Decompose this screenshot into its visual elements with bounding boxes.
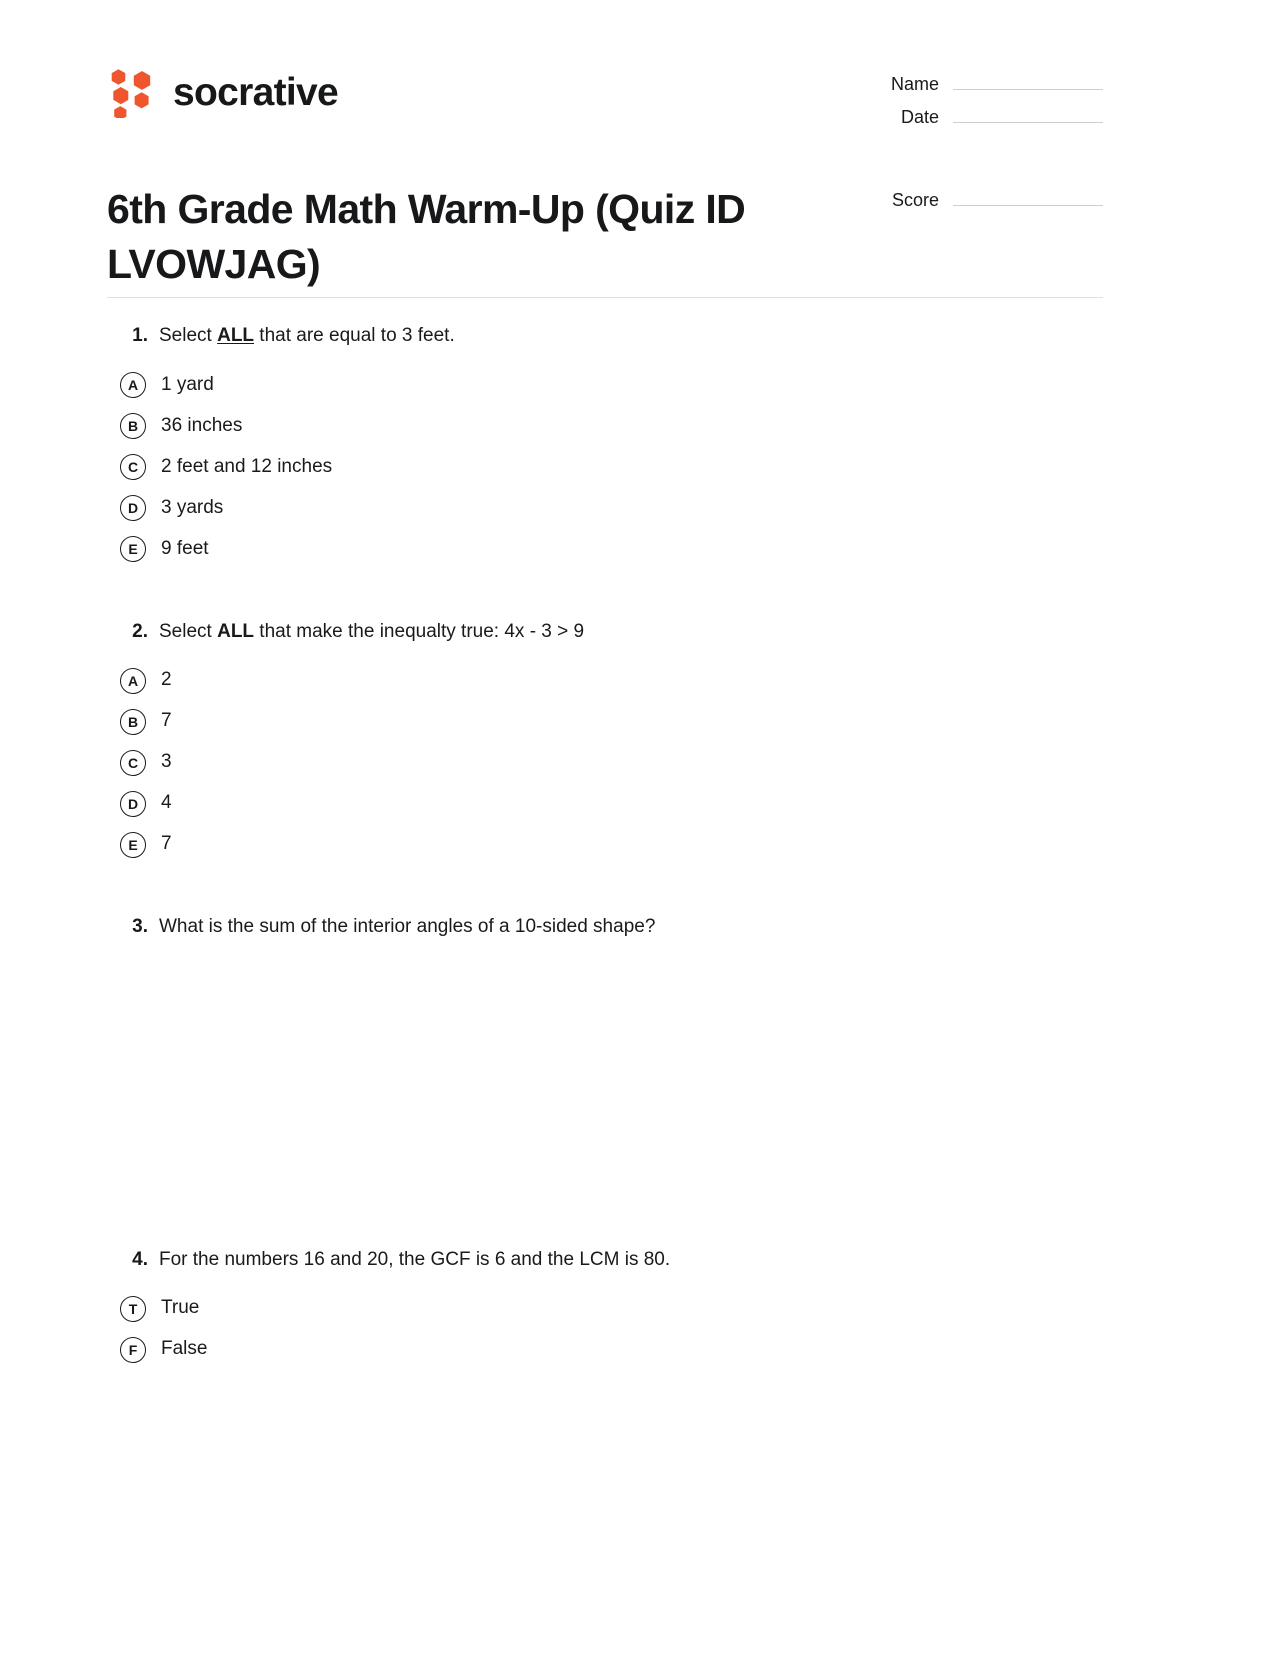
answer-bubble-a[interactable]: A: [120, 668, 146, 694]
question-prompt: [107, 618, 1103, 647]
hexagon-cluster-logo-icon: [107, 66, 159, 118]
question-block: [107, 618, 1103, 914]
answer-choice-label: 7: [161, 833, 172, 855]
answer-bubble-cell[interactable]: [107, 372, 159, 398]
answer-choice-label: 4: [161, 792, 172, 814]
date-label: Date: [900, 107, 939, 127]
answer-choice-label: 3: [161, 751, 172, 773]
answer-bubble-d[interactable]: D: [120, 791, 146, 817]
answer-choice[interactable]: [107, 701, 1103, 742]
name-input-line[interactable]: [953, 88, 1103, 90]
answer-bubble-t[interactable]: T: [120, 1296, 146, 1322]
answer-choice[interactable]: [107, 1329, 1103, 1370]
header-divider: [107, 297, 1103, 298]
question-emphasis: ALL: [217, 620, 255, 642]
answer-choice-label: 9 feet: [161, 537, 209, 559]
answer-choice-label: 7: [161, 710, 172, 732]
answer-bubble-cell[interactable]: [107, 454, 159, 480]
answer-choice-label: 2 feet and 12 inches: [161, 455, 333, 477]
answer-work-space[interactable]: [107, 570, 1103, 618]
question-text: Select ALL that make the inequalty true: 4x - 3 > 9: [159, 620, 585, 642]
answer-choice[interactable]: [107, 447, 1103, 488]
question-prompt: [107, 322, 1103, 351]
answer-bubble-e[interactable]: E: [120, 832, 146, 858]
question-list: [107, 322, 1103, 1418]
question-emphasis: ALL: [217, 325, 255, 346]
score-field-row: [892, 190, 1103, 211]
answer-work-space[interactable]: [107, 956, 1103, 1246]
answer-choice-label: False: [161, 1338, 208, 1360]
answer-bubble-c[interactable]: C: [120, 750, 146, 776]
question-block: [107, 1246, 1103, 1419]
question-number: 4.: [132, 1248, 148, 1270]
answer-choice[interactable]: [107, 365, 1103, 406]
student-info-fields: [863, 74, 1103, 140]
answer-bubble-cell[interactable]: [107, 668, 159, 694]
answer-bubble-e[interactable]: E: [120, 536, 146, 562]
question-text: For the numbers 16 and 20, the GCF is 6 and the LCM is 80.: [159, 1248, 671, 1270]
answer-choice-label: 3 yards: [161, 496, 224, 518]
question-number: 2.: [132, 620, 148, 642]
question-number: 3.: [132, 916, 148, 937]
date-field-row: [863, 107, 1103, 128]
question-text: Select ALL that are equal to 3 feet.: [159, 325, 455, 346]
score-label: Score: [891, 190, 939, 210]
answer-bubble-cell[interactable]: [107, 832, 159, 858]
answer-bubble-b[interactable]: B: [120, 709, 146, 735]
answer-choice[interactable]: [107, 824, 1103, 865]
answer-bubble-cell[interactable]: [107, 413, 159, 439]
name-label: Name: [890, 74, 939, 94]
answer-bubble-b[interactable]: B: [120, 413, 146, 439]
question-text: What is the sum of the interior angles of a 10-sided shape?: [159, 916, 656, 937]
brand-wordmark: socrative: [173, 70, 338, 114]
name-field-row: [863, 74, 1103, 95]
page-title: 6th Grade Math Warm-Up (Quiz ID LVOWJAG): [107, 186, 746, 287]
answer-bubble-d[interactable]: D: [120, 495, 146, 521]
answer-choice-label: 36 inches: [161, 414, 243, 436]
answer-bubble-c[interactable]: C: [120, 454, 146, 480]
answer-choice[interactable]: [107, 488, 1103, 529]
answer-bubble-cell[interactable]: [107, 1296, 159, 1322]
date-input-line[interactable]: [953, 121, 1103, 123]
question-prompt: [107, 1246, 1103, 1275]
answer-choice[interactable]: [107, 742, 1103, 783]
answer-bubble-cell[interactable]: [107, 709, 159, 735]
answer-choice-label: 2: [161, 669, 172, 691]
answer-bubble-cell[interactable]: [107, 536, 159, 562]
answer-choice[interactable]: [107, 660, 1103, 701]
socrative-brand: [107, 66, 338, 118]
answer-choice[interactable]: [107, 529, 1103, 570]
score-input-line[interactable]: [953, 204, 1103, 206]
answer-bubble-cell[interactable]: [107, 1337, 159, 1363]
answer-bubble-cell[interactable]: [107, 791, 159, 817]
answer-choice[interactable]: [107, 783, 1103, 824]
question-number: 1.: [132, 325, 148, 346]
answer-choice-label: True: [161, 1297, 200, 1319]
answer-bubble-cell[interactable]: [107, 495, 159, 521]
question-block: [107, 322, 1103, 618]
answer-work-space[interactable]: [107, 865, 1103, 913]
answer-bubble-f[interactable]: F: [120, 1337, 146, 1363]
answer-work-space[interactable]: [107, 1370, 1103, 1418]
answer-choice[interactable]: [107, 406, 1103, 447]
answer-choice-label: 1 yard: [161, 373, 214, 395]
answer-choice[interactable]: [107, 1288, 1103, 1329]
answer-bubble-a[interactable]: A: [120, 372, 146, 398]
question-prompt: [107, 913, 1103, 942]
question-block: [107, 913, 1103, 1246]
answer-bubble-cell[interactable]: [107, 750, 159, 776]
